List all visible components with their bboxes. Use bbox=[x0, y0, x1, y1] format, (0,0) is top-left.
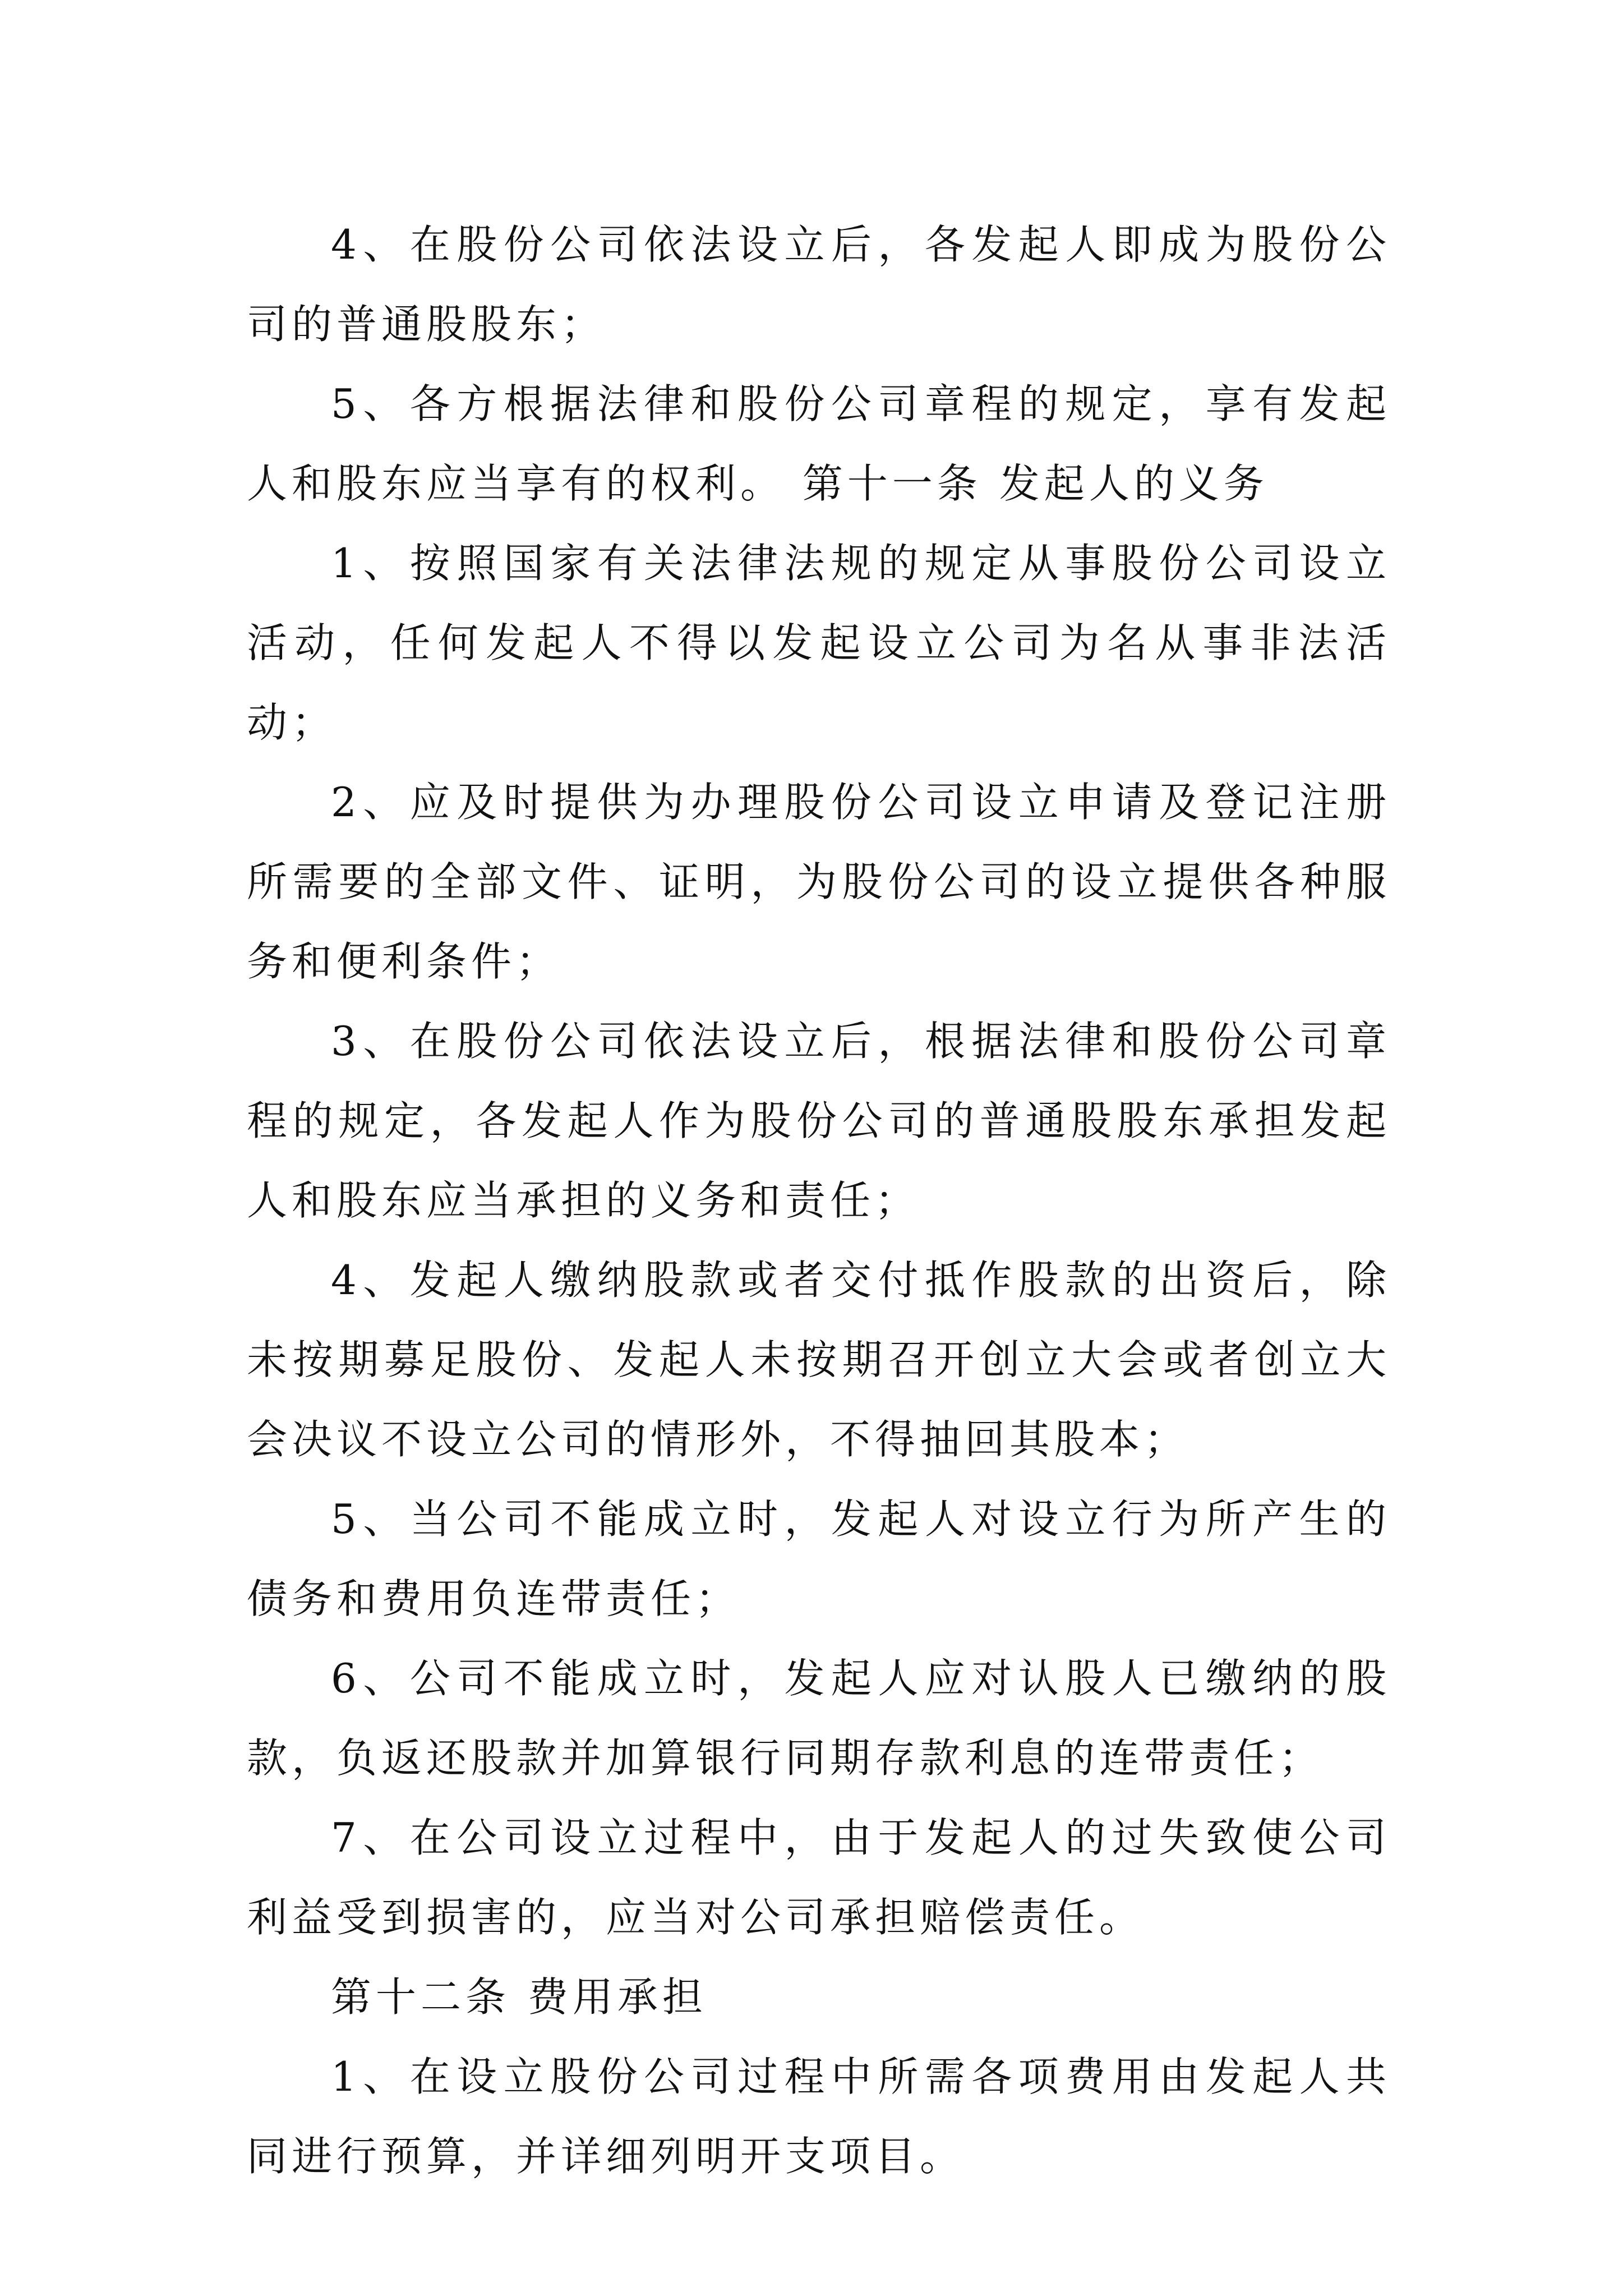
document-body bbox=[247, 205, 1391, 2196]
article-12-heading: 第十二条 费用承担 bbox=[331, 1973, 707, 2021]
paragraph-obligation-6: 6、公司不能成立时，发起人应对认股人已缴纳的股款，负返还股款并加算银行同期存款利息的连带责任； bbox=[247, 1655, 1391, 1782]
paragraph-obligation-1: 1、按照国家有关法律法规的规定从事股份公司设立活动，任何发起人不得以发起设立公司为名从事非法活动； bbox=[247, 540, 1391, 746]
paragraph-obligation-7: 7、在公司设立过程中，由于发起人的过失致使公司利益受到损害的，应当对公司承担赔偿责任。 bbox=[247, 1814, 1391, 1941]
paragraph-expense-1: 1、在设立股份公司过程中所需各项费用由发起人共同进行预算，并详细列明开支项目。 bbox=[247, 2053, 1391, 2180]
paragraph-obligation-3: 3、在股份公司依法设立后，根据法律和股份公司章程的规定，各发起人作为股份公司的普通股股东承担发起人和股东应当承担的义务和责任； bbox=[247, 1018, 1391, 1224]
paragraph-shareholder-status: 4、在股份公司依法设立后，各发起人即成为股份公司的普通股股东； bbox=[247, 221, 1391, 348]
paragraph-obligation-4: 4、发起人缴纳股款或者交付抵作股款的出资后，除未按期募足股份、发起人未按期召开创立大会或者创立大会决议不设立公司的情形外，不得抽回其股本； bbox=[247, 1257, 1391, 1463]
paragraph-rights-and-article-11: 5、各方根据法律和股份公司章程的规定，享有发起人和股东应当享有的权利。 第十一条 发起人的义务 bbox=[247, 380, 1391, 507]
paragraph-obligation-2: 2、应及时提供为办理股份公司设立申请及登记注册所需要的全部文件、证明，为股份公司的设立提供各种服务和便利条件； bbox=[247, 779, 1391, 985]
paragraph-obligation-5: 5、当公司不能成立时，发起人对设立行为所产生的债务和费用负连带责任； bbox=[247, 1496, 1391, 1622]
